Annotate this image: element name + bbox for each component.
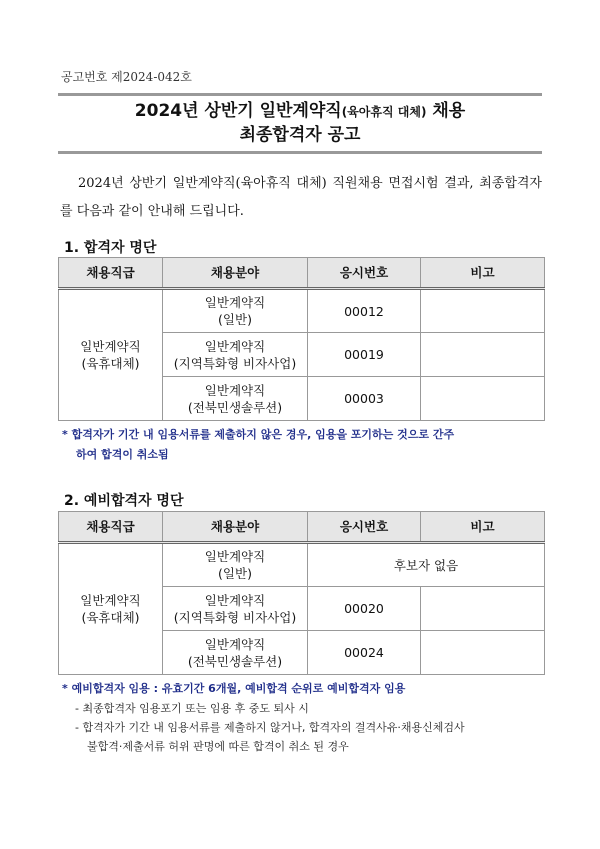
field-line-2: (전북민생솔루션) xyxy=(187,399,283,415)
header-number: 응시번호 xyxy=(308,258,421,289)
no-candidate-cell: 후보자 없음 xyxy=(308,543,545,587)
note-cell xyxy=(421,631,545,675)
reserve-table xyxy=(58,511,545,675)
footnote-line-1: * 합격자가 기간 내 임용서류를 제출하지 않은 경우, 임용을 포기하는 것으로 간주 xyxy=(62,428,455,441)
grade-line-2: (육휴대체) xyxy=(81,610,140,625)
header-grade: 채용직급 xyxy=(59,512,163,543)
title-line-1 xyxy=(58,100,542,124)
grade-cell xyxy=(59,289,163,421)
grade-line-1: 일반계약직 xyxy=(80,593,141,608)
field-line-1: 일반계약직 xyxy=(204,295,266,310)
title-line-2: 최종합격자 공고 xyxy=(239,125,361,145)
field-line-1: 일반계약직 xyxy=(204,549,266,564)
table-header-row xyxy=(59,258,545,289)
title-end: 채용 xyxy=(432,101,466,121)
table-row xyxy=(59,289,545,333)
grade-line-1: 일반계약직 xyxy=(80,339,141,354)
table-row xyxy=(59,543,545,587)
notice-number: 공고번호 제2024-042호 xyxy=(61,70,192,84)
header-field: 채용분야 xyxy=(163,258,308,289)
field-line-1: 일반계약직 xyxy=(204,592,266,608)
intro-paragraph: 2024년 상반기 일반계약직(육아휴직 대체) 직원채용 면접시험 결과, 최종합격자를 다음과 같이 안내해 드립니다. xyxy=(60,176,542,219)
note-cell xyxy=(421,587,545,631)
note-cell xyxy=(421,377,545,421)
title-rule-top xyxy=(58,93,542,96)
footnote-line-2: 하여 합격이 취소됨 xyxy=(76,448,169,461)
field-cell xyxy=(163,377,308,421)
field-line-1: 일반계약직 xyxy=(204,636,266,652)
note-cell xyxy=(421,333,545,377)
header-number: 응시번호 xyxy=(308,512,421,543)
grade-cell xyxy=(59,543,163,675)
field-line-2: (전북민생솔루션) xyxy=(187,653,283,669)
title-small: (육아휴직 대체) xyxy=(341,105,427,119)
header-note: 비고 xyxy=(421,512,545,543)
title-rule-bottom xyxy=(58,151,542,154)
bullet-line-1: - 최종합격자 임용포기 또는 임용 후 중도 퇴사 시 xyxy=(75,702,309,715)
section2-bullets xyxy=(75,699,465,756)
section2-heading: 2. 예비합격자 명단 xyxy=(64,493,184,509)
section1-heading: 1. 합격자 명단 xyxy=(64,240,157,256)
section1-footnote xyxy=(62,425,454,465)
field-cell xyxy=(163,587,308,631)
field-line-1: 일반계약직 xyxy=(204,338,266,354)
title-main: 2024년 상반기 일반계약직 xyxy=(134,101,342,121)
section2-footnote: * 예비합격자 임용 : 유효기간 6개월, 예비합격 순위로 예비합격자 임용 xyxy=(62,682,406,695)
number-cell: 00012 xyxy=(308,289,421,333)
bullet-line-3: 불합격·제출서류 허위 판명에 따른 합격이 취소 된 경우 xyxy=(87,740,349,753)
field-cell xyxy=(163,543,308,587)
field-line-2: (일반) xyxy=(218,312,252,327)
header-field: 채용분야 xyxy=(163,512,308,543)
table-header-row xyxy=(59,512,545,543)
grade-line-2: (육휴대체) xyxy=(81,356,140,371)
field-line-2: (지역특화형 비자사업) xyxy=(173,609,297,625)
header-grade: 채용직급 xyxy=(59,258,163,289)
number-cell: 00003 xyxy=(308,377,421,421)
field-cell xyxy=(163,289,308,333)
number-cell: 00024 xyxy=(308,631,421,675)
title-block xyxy=(58,93,542,154)
number-cell: 00020 xyxy=(308,587,421,631)
bullet-line-2: - 합격자가 기간 내 임용서류를 제출하지 않거나, 합격자의 결격사유·채용신체검사 xyxy=(75,721,465,734)
field-line-1: 일반계약직 xyxy=(204,382,266,398)
field-line-2: (일반) xyxy=(218,566,252,581)
note-cell xyxy=(421,289,545,333)
winners-table xyxy=(58,257,545,421)
number-cell: 00019 xyxy=(308,333,421,377)
field-line-2: (지역특화형 비자사업) xyxy=(173,355,297,371)
header-note: 비고 xyxy=(421,258,545,289)
field-cell xyxy=(163,631,308,675)
field-cell xyxy=(163,333,308,377)
